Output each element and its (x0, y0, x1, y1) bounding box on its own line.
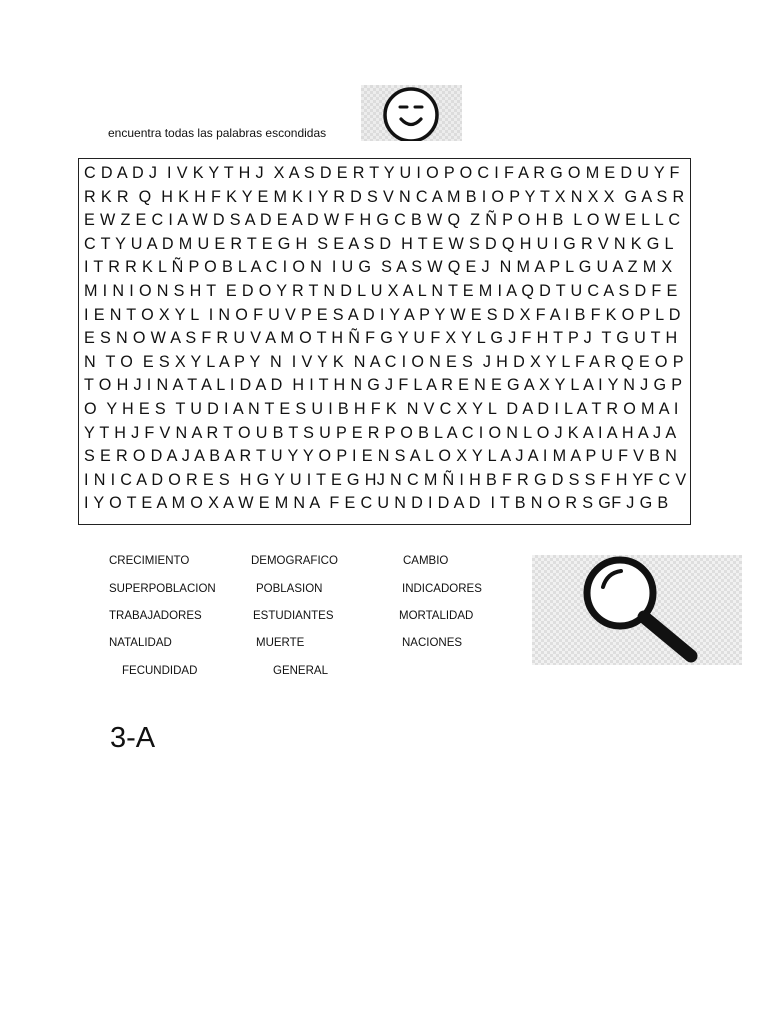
instruction-text: encuentra todas las palabras escondidas (108, 126, 327, 140)
word-item: GENERAL (273, 665, 328, 677)
puzzle-row: O Y H E S T U D I A N T E S U I B H F K N V C X Y L D A D I L A T R O M A I (84, 399, 679, 418)
word-item: POBLASION (256, 583, 323, 595)
word-item: INDICADORES (402, 583, 482, 595)
word-item: TRABAJADORES (109, 610, 202, 622)
puzzle-row: E S N O W A S F R U V A M O T H Ñ F G Y U F X Y L G J F H T P J T G U T H (84, 329, 678, 348)
word-item: CRECIMIENTO (109, 555, 190, 567)
word-item: ESTUDIANTES (253, 610, 334, 622)
word-item: MORTALIDAD (399, 610, 474, 622)
word-search-grid (78, 158, 691, 525)
puzzle-row: I T R R K L Ñ P O B L A C I O N I U G S A S W Q E J N M A P L G U A Z M X (84, 258, 673, 277)
word-item: MUERTE (256, 637, 305, 649)
word-item: NATALIDAD (109, 637, 172, 649)
puzzle-row: R K R Q H K H F K Y E M K I Y R D S V N C A M B I O P Y T X N X X G A S R (84, 187, 685, 206)
puzzle-row: Y T H J F V N A R T O U B T S U P E R P O B L A C I O N L O J K A I A H A J A (84, 423, 677, 442)
puzzle-row: N T O E S X Y L A P Y N I V Y K N A C I O N E S J H D X Y L F A R Q E O P (84, 352, 684, 371)
puzzle-row: E W Z E C I A W D S A D E A D W F H G C B W Q Z Ñ P O H B L O W E L L C (84, 211, 681, 230)
magnifying-glass-icon (572, 555, 702, 665)
puzzle-row: I Y O T E A M O X A W E M N A F E C U N D I D A D I T B N O R S GF J G B (84, 494, 669, 513)
puzzle-row: S E R O D A J A B A R T U Y Y O P I E N S A L O X Y L A J A I M A P U F V B N (84, 447, 678, 466)
puzzle-row: I E N T O X Y L I N O F U V P E S A D I Y A P Y W E S D X F A I B F K O P L D (84, 305, 681, 324)
word-item: CAMBIO (403, 555, 449, 567)
smiley-image (361, 85, 462, 141)
word-item: DEMOGRAFICO (251, 555, 338, 567)
puzzle-row: T O H J I N A T A L I D A D H I T H N G J F L A R E N E G A X Y L A I Y N J G P (84, 376, 683, 395)
smiley-face-icon (379, 85, 443, 141)
puzzle-row: C T Y U A D M U E R T E G H S E A S D H T E W S D Q H U I G R V N K G L (84, 234, 674, 253)
group-label: 3-A (110, 722, 156, 754)
magnifier-image (532, 555, 742, 665)
puzzle-row: I N I C A D O R E S H G Y U I T E G HJ N C M Ñ I H B F R G D S S F H YF C V (84, 470, 687, 489)
word-item: FECUNDIDAD (122, 665, 198, 677)
puzzle-row: M I N I O N S H T E D O Y R T N D L U X A L N T E M I A Q D T U C A S D F E (84, 281, 678, 300)
word-item: SUPERPOBLACION (109, 583, 216, 595)
word-item: NACIONES (402, 637, 463, 649)
puzzle-row: C D A D J I V K Y T H J X A S D E R T Y U I O P O C I F A R G O M E D U Y F (84, 164, 680, 182)
